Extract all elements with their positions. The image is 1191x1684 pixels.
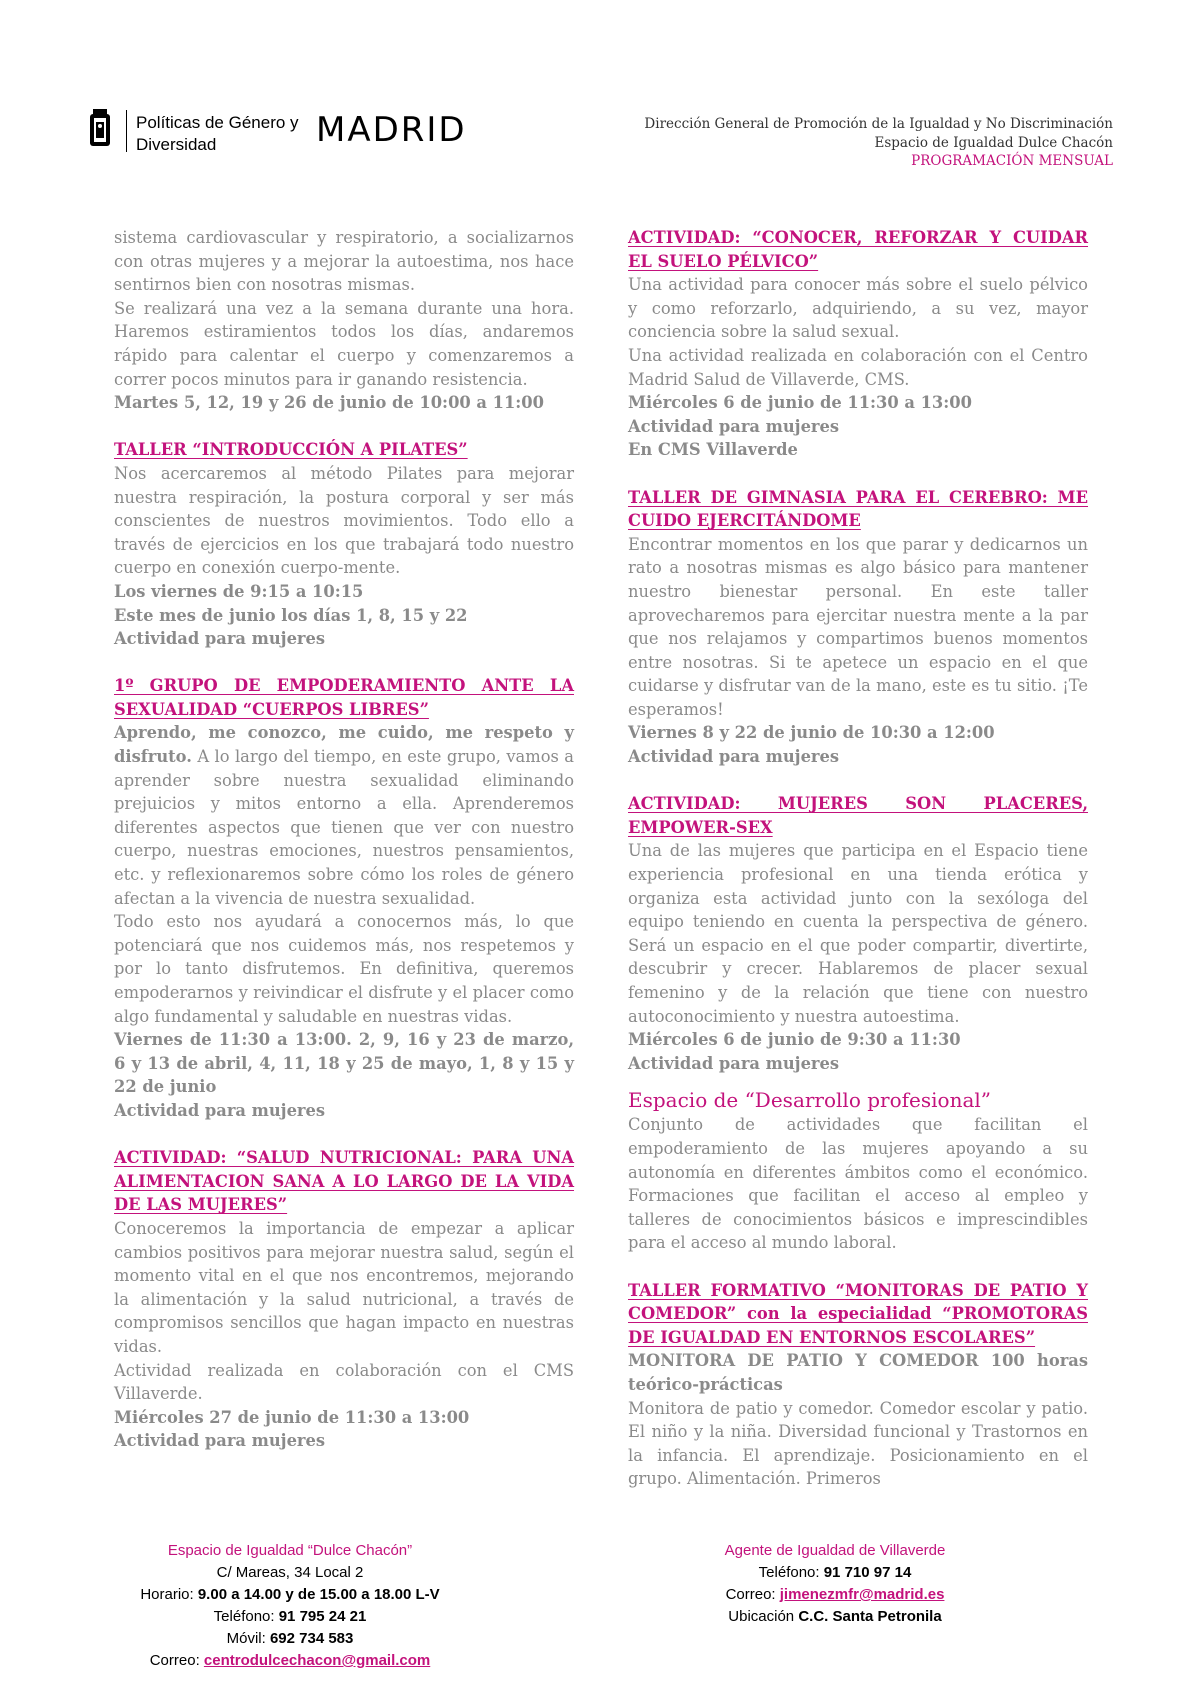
correo-link[interactable]: jimenezmfr@madrid.es bbox=[779, 1586, 945, 1603]
ubicacion-label: Ubicación bbox=[728, 1608, 799, 1625]
activity-heading: TALLER FORMATIVO “MONITORAS DE PATIO Y COMEDOR” con la especialidad “PROMOTORAS DE IGUALDAD EN ENTORNOS ESCOLARES” bbox=[628, 1280, 1088, 1347]
activity-heading: ACTIVIDAD: “SALUD NUTRICIONAL: PARA UNA ALIMENTACION SANA A LO LARGO DE LA VIDA DE LAS MUJERES” bbox=[114, 1148, 574, 1215]
footer-right-ubicacion bbox=[670, 1606, 1000, 1628]
paragraph: Una de las mujeres que participa en el Espacio tiene experiencia profesional en una tienda erótica y organiza esta actividad junto con la sexóloga del equipo teniendo en cuenta la perspectiva de género. Será un espacio en el que poder compartir, divertirte, descubrir y crecer. Hablaremos de placer sexual femenino y de la relación que tiene con nuestro autoconocimiento y nuestra autoestima. bbox=[628, 841, 1088, 1026]
activity-heading: 1º GRUPO DE EMPODERAMIENTO ANTE LA SEXUALIDAD “CUERPOS LIBRES” bbox=[114, 676, 574, 719]
footer-left-address: C/ Mareas, 34 Local 2 bbox=[216, 1564, 364, 1581]
bold-lead: Aprendo, me conozco, me cuido, me respeto y disfruto. bbox=[114, 723, 574, 767]
footer-right-correo bbox=[670, 1584, 1000, 1606]
right-column bbox=[628, 226, 1088, 1491]
footer-left-telefono bbox=[115, 1606, 465, 1628]
section-heading: Espacio de “Desarrollo profesional” bbox=[628, 1088, 991, 1113]
spacer bbox=[114, 415, 574, 439]
movil-label: Móvil: bbox=[226, 1630, 270, 1647]
schedule-line: Actividad para mujeres bbox=[114, 629, 326, 649]
activity-heading: TALLER “INTRODUCCIÓN A PILATES” bbox=[114, 440, 468, 460]
schedule-line: En CMS Villaverde bbox=[628, 440, 798, 460]
footer-agente-igualdad bbox=[670, 1540, 1000, 1628]
schedule-line: Miércoles 27 de junio de 11:30 a 13:00 bbox=[114, 1407, 470, 1427]
madrid-wordmark: MADRID bbox=[316, 110, 467, 150]
schedule-line: Viernes 8 y 22 de junio de 10:30 a 12:00 bbox=[628, 723, 995, 743]
spacer bbox=[628, 769, 1088, 793]
paragraph: Encontrar momentos en los que parar y dedicarnos un rato a nosotras mismas es algo básico para mantener nuestro bienestar personal. En este taller aprovecharemos para ejercitar nuestra mente a la par que nos relajamos y compartimos buenos momentos entre nosotras. Si te apetece un espacio en el que cuidarse y disfrutar van de la mano, este es tu sitio. ¡Te esperamos! bbox=[628, 534, 1088, 719]
telefono-label: Teléfono: bbox=[213, 1608, 279, 1625]
schedule-line: Viernes de 11:30 a 13:00. 2, 9, 16 y 23 de marzo, 6 y 13 de abril, 4, 11, 18 y 25 de mayo, 1, 8 y 15 y 22 de junio bbox=[114, 1030, 574, 1097]
correo-link[interactable]: centrodulcechacon@gmail.com bbox=[203, 1652, 431, 1669]
footer-left-horario bbox=[115, 1584, 465, 1606]
schedule-line: Este mes de junio los días 1, 8, 15 y 22 bbox=[114, 605, 468, 625]
activity-heading: ACTIVIDAD: “CONOCER, REFORZAR Y CUIDAR EL SUELO PÉLVICO” bbox=[628, 228, 1088, 271]
schedule-line: Actividad para mujeres bbox=[114, 1431, 326, 1451]
footer-espacio-igualdad bbox=[115, 1540, 465, 1672]
horario-value: 9.00 a 14.00 y de 15.00 a 18.00 L-V bbox=[197, 1586, 440, 1603]
movil-value: 692 734 583 bbox=[269, 1630, 354, 1647]
footer-right-telefono bbox=[670, 1562, 1000, 1584]
schedule-line: Actividad para mujeres bbox=[114, 1100, 326, 1120]
correo-label: Correo: bbox=[149, 1652, 204, 1669]
telefono-value: 91 710 97 14 bbox=[823, 1564, 912, 1581]
paragraph: Todo esto nos ayudará a conocernos más, lo que potenciará que nos cuidemos más, nos respetemos y por lo tanto disfrutemos. En definitiva, queremos empoderarnos y reivindicar el disfrute y el placer como algo fundamental y saludable en nuestras vidas. bbox=[114, 912, 574, 1026]
footer-left-correo bbox=[115, 1650, 465, 1672]
footer-left-title: Espacio de Igualdad “Dulce Chacón” bbox=[167, 1542, 413, 1559]
logo-divider bbox=[126, 110, 127, 152]
paragraph bbox=[114, 721, 574, 910]
schedule-line: Miércoles 6 de junio de 9:30 a 11:30 bbox=[628, 1030, 961, 1050]
header-line-2: Espacio de Igualdad Dulce Chacón bbox=[874, 134, 1113, 151]
ubicacion-value: C.C. Santa Petronila bbox=[798, 1608, 942, 1625]
schedule-line: Actividad para mujeres bbox=[628, 1053, 840, 1073]
header-programacion: PROGRAMACIÓN MENSUAL bbox=[911, 153, 1113, 169]
schedule-line: Miércoles 6 de junio de 11:30 a 13:00 bbox=[628, 393, 972, 413]
brand-text: Políticas de Género y Diversidad bbox=[136, 113, 299, 152]
correo-label: Correo: bbox=[725, 1586, 780, 1603]
paragraph: Actividad realizada en colaboración con el CMS Villaverde. bbox=[114, 1360, 574, 1404]
footer-left-movil bbox=[115, 1628, 465, 1650]
schedule-line: MONITORA DE PATIO Y COMEDOR 100 horas teórico-prácticas bbox=[628, 1351, 1088, 1394]
paragraph: Una actividad realizada en colaboración con el Centro Madrid Salud de Villaverde, CMS. bbox=[628, 345, 1088, 389]
schedule-line: Martes 5, 12, 19 y 26 de junio de 10:00 a 11:00 bbox=[114, 393, 544, 413]
footer-right-title: Agente de Igualdad de Villaverde bbox=[724, 1542, 946, 1559]
schedule-line: Los viernes de 9:15 a 10:15 bbox=[114, 581, 364, 601]
paragraph: Se realizará una vez a la semana durante una hora. Haremos estiramientos todos los días, andaremos rápido para calentar el cuerpo y comenzaremos a correr pocos minutos para ir ganando resistencia. bbox=[114, 298, 574, 389]
paragraph: Conoceremos la importancia de empezar a aplicar cambios positivos para mejorar nuestra salud, según el momento vital en el que nos encontremos, mejorando la alimentación y la salud nutricional, a través de compromisos sencillos que hagan impacto en nuestras vidas. bbox=[114, 1218, 574, 1356]
header-line-1: Dirección General de Promoción de la Igualdad y No Discriminación bbox=[644, 116, 1113, 132]
madrid-crest-icon bbox=[88, 108, 112, 148]
paragraph: Una actividad para conocer más sobre el suelo pélvico y como reforzarlo, adquiriendo, a su vez, mayor conciencia sobre la salud sexual. bbox=[628, 275, 1088, 342]
spacer bbox=[114, 651, 574, 675]
left-column bbox=[114, 226, 574, 1453]
schedule-line: Actividad para mujeres bbox=[628, 416, 840, 436]
spacer bbox=[628, 1255, 1088, 1279]
paragraph: sistema cardiovascular y respiratorio, a socializarnos con otras mujeres y a mejorar la autoestima, nos hace sentirnos bien con nosotras mismas. bbox=[114, 228, 574, 295]
header-institution bbox=[644, 115, 1113, 171]
schedule-line: Actividad para mujeres bbox=[628, 747, 840, 767]
horario-label: Horario: bbox=[140, 1586, 198, 1603]
header-logo bbox=[88, 108, 488, 154]
spacer bbox=[628, 1075, 1088, 1087]
activity-heading: ACTIVIDAD: MUJERES SON PLACERES, EMPOWER-SEX bbox=[628, 794, 1088, 837]
paragraph: Monitora de patio y comedor. Comedor escolar y patio. El niño y la niña. Diversidad funcional y Trastornos en la infancia. El aprendizaje. Posicionamiento en el grupo. Alimentación. Primeros bbox=[628, 1398, 1088, 1489]
spacer bbox=[628, 462, 1088, 486]
telefono-value: 91 795 24 21 bbox=[278, 1608, 367, 1625]
paragraph: Nos acercaremos al método Pilates para mejorar nuestra respiración, la postura corporal y ser más conscientes de nuestros movimientos. Todo ello a través de ejercicios en los que trabajará todo nuestro cuerpo en conexión cuerpo-mente. bbox=[114, 463, 574, 578]
paragraph-text: A lo largo del tiempo, en este grupo, vamos a aprender sobre nuestra sexualidad eliminando prejuicios y mitos entorno a ella. Aprenderemos diferentes aspectos que tienen que ver con nuestro cuerpo, nuestras emociones, nuestros pensamientos, etc. y reflexionaremos sobre cómo los roles de género afectan a la vivencia de nuestra sexualidad. bbox=[114, 747, 574, 908]
paragraph: Conjunto de actividades que facilitan el empoderamiento de las mujeres apoyando a su autonomía en diferentes ámbitos como el económico. Formaciones que facilitan el acceso al empleo y talleres de conocimientos básicos e imprescindibles para el acceso al mundo laboral. bbox=[628, 1115, 1088, 1253]
telefono-label: Teléfono: bbox=[758, 1564, 824, 1581]
activity-heading: TALLER DE GIMNASIA PARA EL CEREBRO: ME CUIDO EJERCITÁNDOME bbox=[628, 487, 1088, 531]
spacer bbox=[114, 1123, 574, 1147]
